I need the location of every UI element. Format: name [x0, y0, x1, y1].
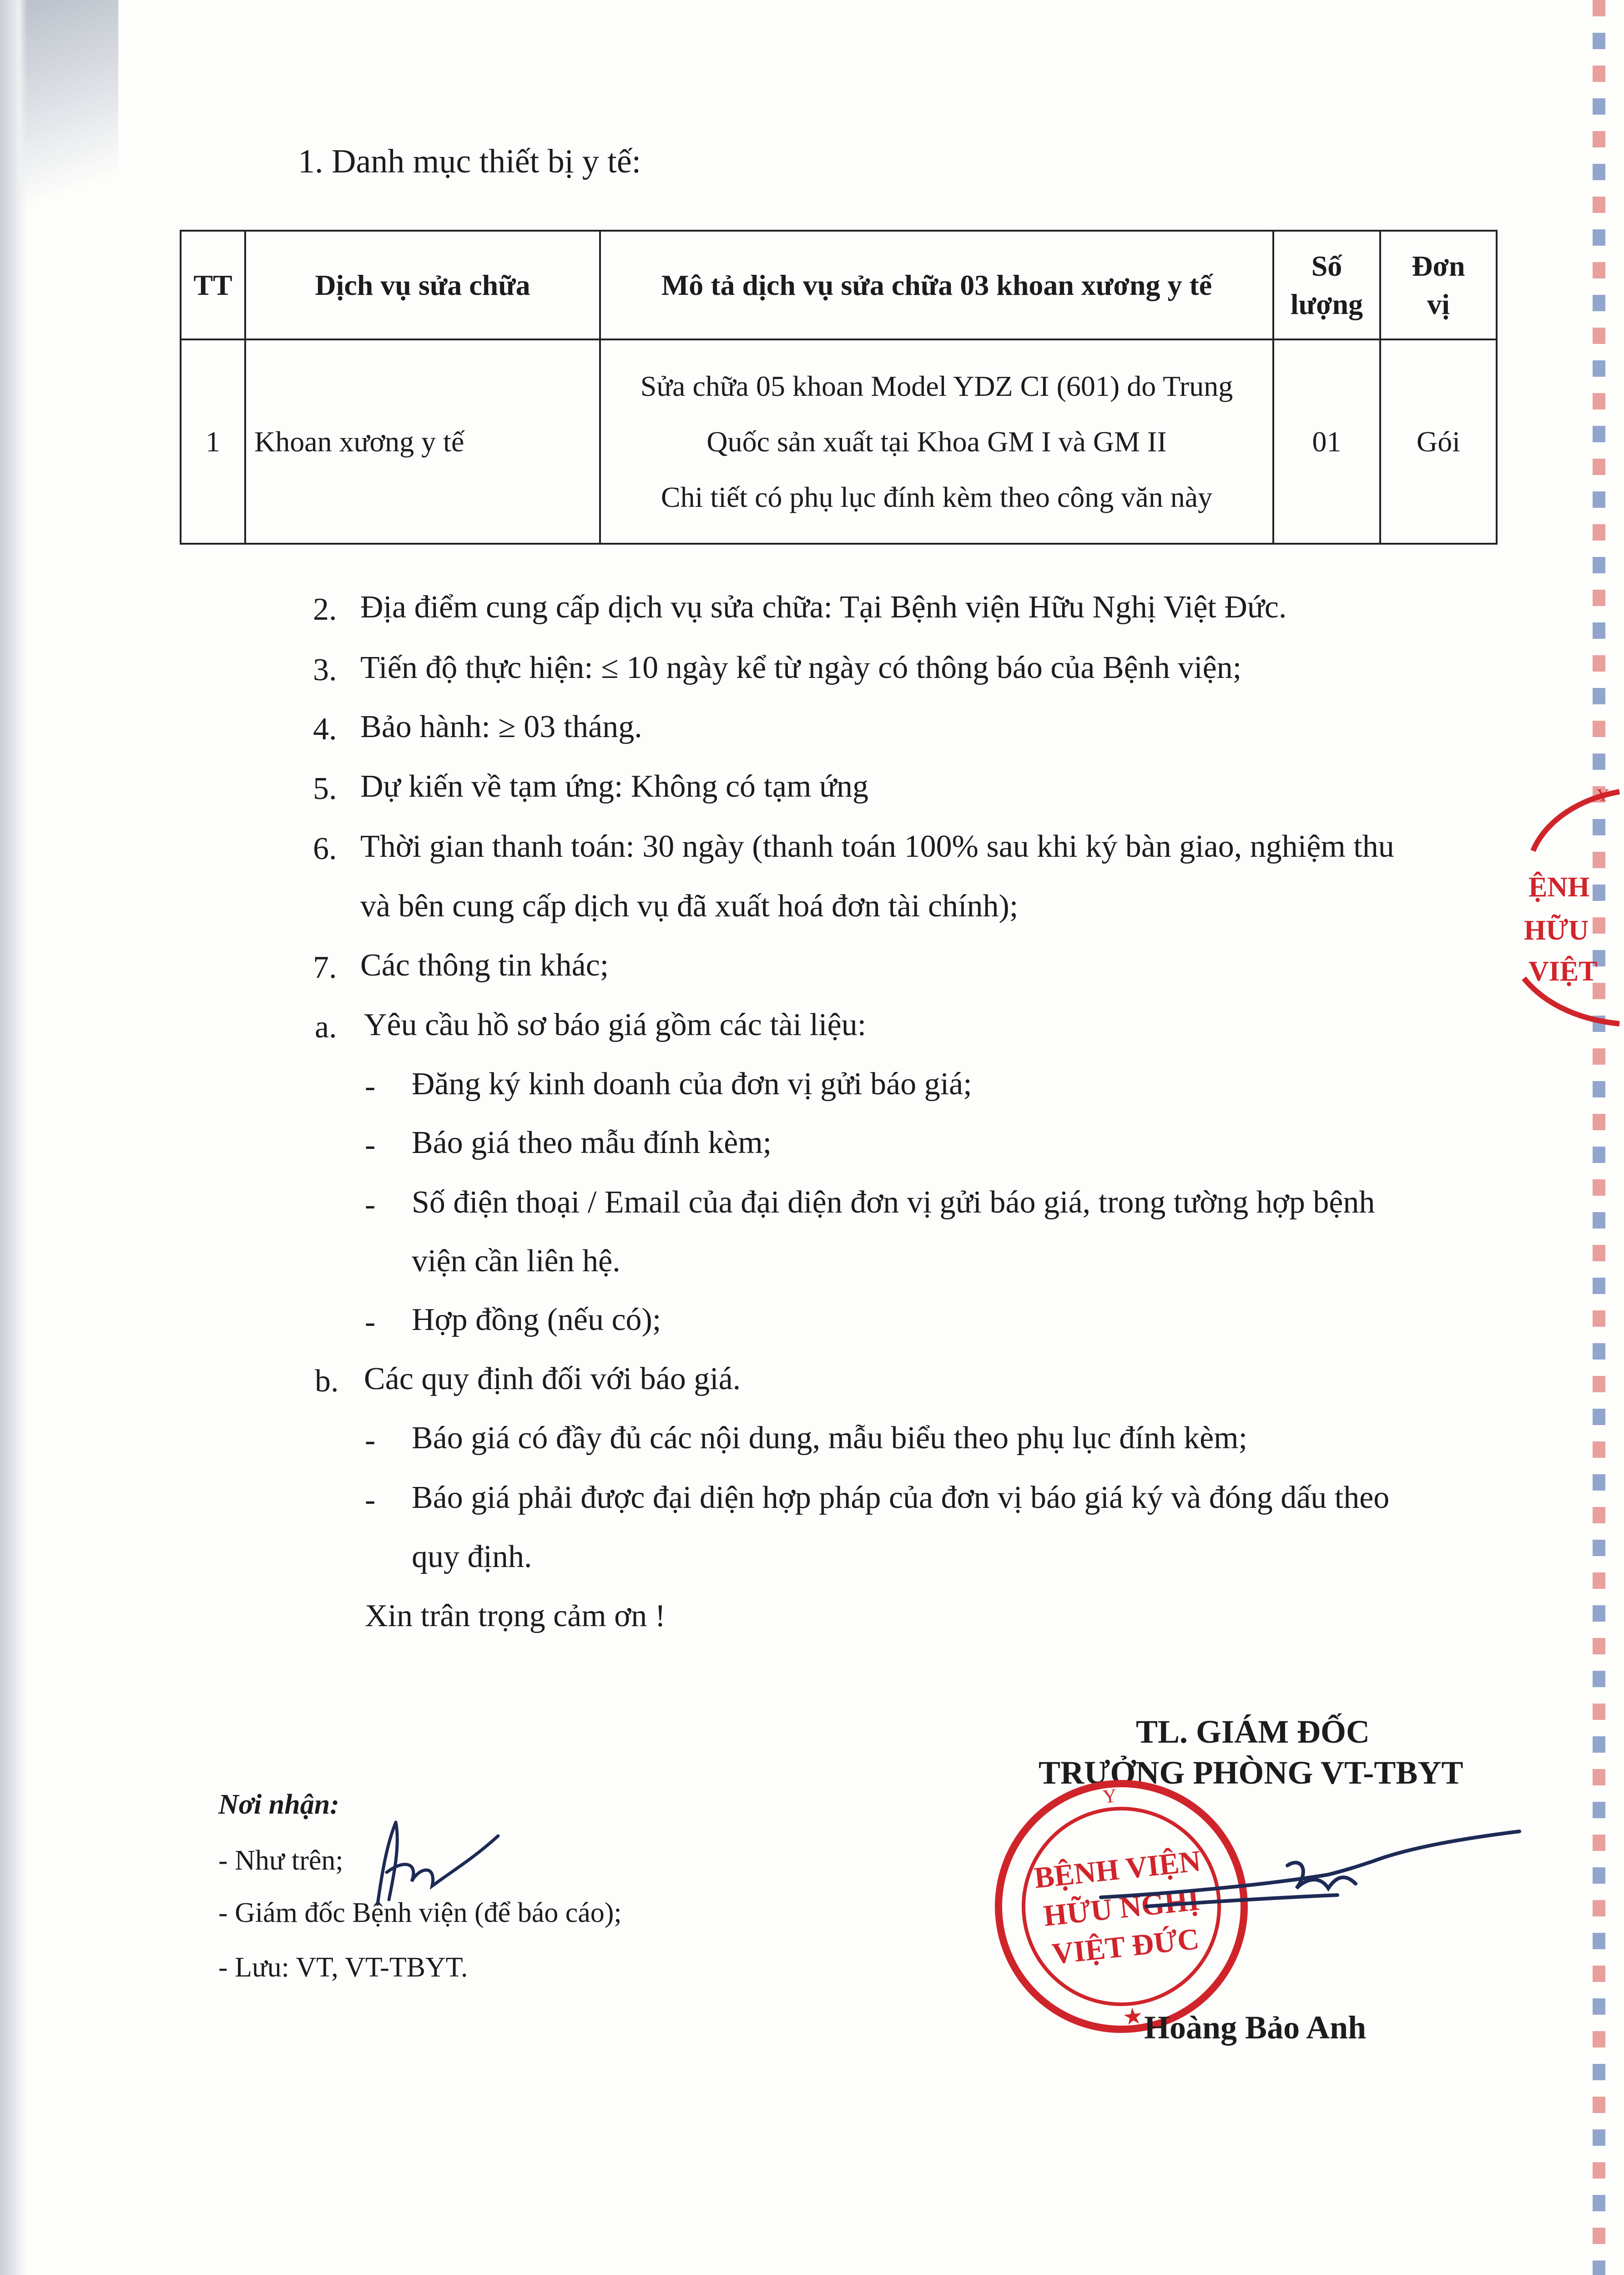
- header-service: Dịch vụ sửa chữa: [245, 231, 600, 339]
- cell-unit: Gói: [1380, 339, 1497, 544]
- svg-text:★: ★: [1121, 2002, 1145, 2030]
- table-header-row: [181, 231, 1497, 339]
- list-a-item-3-continued: viện cần liên hệ.: [412, 1244, 620, 1279]
- list-a-item-4: Hợp đồng (nếu có);: [412, 1302, 661, 1337]
- initials-signature: [368, 1818, 500, 1909]
- seal-line-3: VIỆT ĐỨC: [1050, 1922, 1201, 1971]
- envelope-edge-stripe: [1593, 0, 1605, 2275]
- item-3-text: Tiến độ thực hiện: ≤ 10 ngày kể từ ngày có thông báo của Bệnh viện;: [360, 650, 1242, 685]
- section-heading: 1. Danh mục thiết bị y tế:: [298, 143, 641, 180]
- header-unit-line2: vị: [1427, 288, 1450, 320]
- item-4-number: 4.: [313, 712, 337, 747]
- header-quantity-line2: lượng: [1290, 288, 1363, 320]
- page-edge-shadow: [0, 0, 27, 2275]
- header-quantity-line1: Số: [1311, 249, 1342, 282]
- item-7-text: Các thông tin khác;: [360, 948, 609, 983]
- item-b-text: Các quy định đối với báo giá.: [364, 1361, 741, 1396]
- recipient-line-1: - Như trên;: [218, 1845, 343, 1876]
- description-line-2: Quốc sản xuất tại Khoa GM I và GM II: [706, 425, 1167, 458]
- list-a-dash-1: -: [365, 1069, 376, 1104]
- cell-description: [600, 339, 1273, 544]
- side-seal-line-1: ỆNH: [1528, 872, 1590, 903]
- svg-text:Y: Y: [1102, 1785, 1118, 1808]
- list-a-item-2: Báo giá theo mẫu đính kèm;: [412, 1125, 772, 1160]
- list-b-item-2-continued: quy định.: [412, 1539, 532, 1574]
- cell-service: Khoan xương y tế: [245, 339, 600, 544]
- header-unit-line1: Đơn: [1412, 249, 1465, 282]
- handwritten-signature: [1092, 1829, 1524, 2002]
- item-5-number: 5.: [313, 771, 337, 806]
- recipients-title: Nơi nhận:: [218, 1789, 339, 1820]
- signer-name: Hoàng Bảo Anh: [1144, 2009, 1367, 2046]
- item-6-number: 6.: [313, 831, 337, 866]
- header-unit: [1380, 231, 1497, 339]
- signature-title-1: TL. GIÁM ĐỐC: [1136, 1714, 1370, 1750]
- list-a-dash-3: -: [365, 1187, 376, 1222]
- hospital-seal-partial: [1515, 764, 1624, 1074]
- item-2-number: 2.: [313, 592, 337, 627]
- list-b-dash-2: -: [365, 1482, 376, 1517]
- header-tt: TT: [181, 231, 245, 339]
- item-a-marker: a.: [315, 1010, 337, 1045]
- item-6-text: Thời gian thanh toán: 30 ngày (thanh toán 100% sau khi ký bàn giao, nghiệm thu: [360, 829, 1394, 864]
- seal-line-1: BỆNH VIỆN: [1032, 1844, 1202, 1895]
- equipment-table: [180, 230, 1498, 545]
- description-line-1: Sửa chữa 05 khoan Model YDZ CI (601) do Trung: [640, 369, 1233, 402]
- list-a-item-1: Đăng ký kinh doanh của đơn vị gửi báo giá;: [412, 1067, 972, 1102]
- item-a-text: Yêu cầu hồ sơ báo giá gồm các tài liệu:: [364, 1007, 867, 1042]
- item-3-number: 3.: [313, 652, 337, 688]
- list-a-item-3: Số điện thoại / Email của đại diện đơn vị gửi báo giá, trong tường hợp bệnh: [412, 1185, 1375, 1220]
- cell-tt: 1: [181, 339, 245, 544]
- closing-text: Xin trân trọng cảm ơn !: [365, 1598, 666, 1633]
- item-4-text: Bảo hành: ≥ 03 tháng.: [360, 709, 642, 744]
- item-2-text: Địa điểm cung cấp dịch vụ sửa chữa: Tại Bệnh viện Hữu Nghị Việt Đức.: [360, 590, 1287, 625]
- list-b-dash-1: -: [365, 1423, 376, 1458]
- list-a-dash-4: -: [365, 1304, 376, 1340]
- item-6-text-continued: và bên cung cấp dịch vụ đã xuất hoá đơn tài chính);: [360, 889, 1019, 924]
- item-b-marker: b.: [315, 1364, 339, 1399]
- table-row: [181, 339, 1497, 544]
- svg-text:Y: Y: [1597, 786, 1609, 805]
- list-b-item-2: Báo giá phải được đại diện hợp pháp của đơn vị báo giá ký và đóng dấu theo: [412, 1480, 1390, 1515]
- recipient-line-2: - Giám đốc Bệnh viện (để báo cáo);: [218, 1897, 622, 1928]
- signature-title-2: TRƯỞNG PHÒNG VT-TBYT: [1039, 1754, 1463, 1791]
- side-seal-line-2: HỮU: [1524, 915, 1589, 946]
- recipient-line-3: - Lưu: VT, VT-TBYT.: [218, 1952, 468, 1983]
- cell-quantity: 01: [1273, 339, 1380, 544]
- list-a-dash-2: -: [365, 1127, 376, 1163]
- item-7-number: 7.: [313, 950, 337, 985]
- header-quantity: [1273, 231, 1380, 339]
- item-5-text: Dự kiến về tạm ứng: Không có tạm ứng: [360, 769, 868, 804]
- side-seal-line-3: VIỆT: [1528, 956, 1598, 987]
- seal-line-2: HỮU NGHỊ: [1042, 1883, 1201, 1933]
- header-description: Mô tả dịch vụ sửa chữa 03 khoan xương y tế: [600, 231, 1273, 339]
- list-b-item-1: Báo giá có đầy đủ các nội dung, mẫu biểu theo phụ lục đính kèm;: [412, 1421, 1248, 1456]
- description-line-3: Chi tiết có phụ lục đính kèm theo công văn này: [661, 480, 1213, 513]
